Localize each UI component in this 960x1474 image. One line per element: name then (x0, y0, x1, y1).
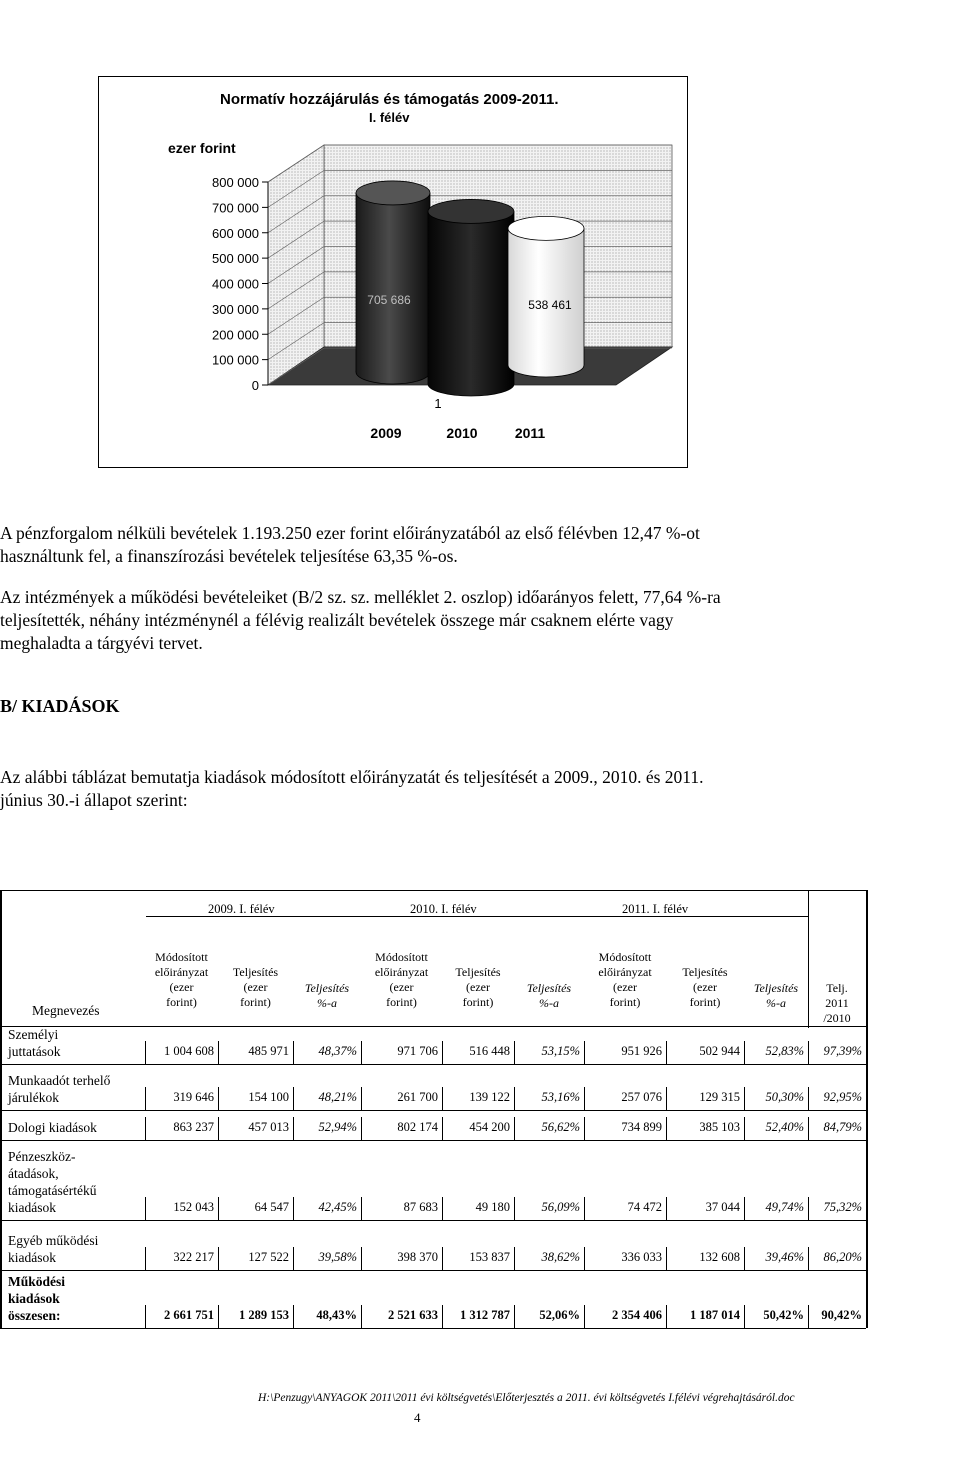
table-cell: 42,45% (318, 1200, 357, 1214)
table-cell: 52,06% (539, 1308, 580, 1322)
table-cell: 97,39% (823, 1044, 862, 1058)
header-performance-percent (514, 981, 584, 1011)
table-cell: 39,46% (765, 1250, 804, 1264)
table-cell: 863 237 (173, 1120, 214, 1134)
expenditure-table (0, 890, 866, 1330)
table-cell: 49 180 (475, 1200, 510, 1214)
header-text: forint) (462, 995, 494, 1009)
y-tick-label: 600 000 (212, 225, 259, 241)
header-modified-appropriation (361, 950, 442, 1010)
row-label: Működési (8, 1274, 66, 1289)
y-tick-label: 200 000 (212, 327, 259, 343)
table-rule (0, 1328, 866, 1329)
header-text: Teljesítés (304, 981, 350, 995)
row-label: járulékok (8, 1090, 59, 1105)
bar-2009 (356, 181, 430, 384)
table-cell: 1 312 787 (460, 1308, 510, 1322)
chart-unit-label: ezer forint (168, 140, 236, 156)
table-cell: 152 043 (173, 1200, 214, 1214)
header-text: forint) (609, 995, 641, 1009)
bar-top (508, 216, 584, 240)
header-text: (ezer (169, 980, 194, 994)
header-text: Teljesítés (526, 981, 572, 995)
row-label: kiadások (8, 1200, 56, 1215)
header-text: forint) (240, 995, 271, 1009)
y-tick-label: 400 000 (212, 276, 259, 292)
table-cell: 64 547 (254, 1200, 289, 1214)
table-cell: 457 013 (248, 1120, 289, 1134)
table-rule (146, 916, 808, 917)
header-text: előirányzat (154, 965, 209, 979)
header-text: %-a (539, 996, 559, 1010)
table-rule (0, 1064, 866, 1065)
table-rule (866, 1087, 867, 1110)
bar-chart (0, 0, 960, 480)
table-cell: 53,15% (541, 1044, 580, 1058)
table-cell: 322 217 (173, 1250, 214, 1264)
table-rule (0, 890, 866, 891)
table-cell: 734 899 (621, 1120, 662, 1134)
header-performance (442, 965, 514, 1010)
table-cell: 2 354 406 (612, 1308, 662, 1322)
paragraph-2-line-2: teljesítették, néhány intézménynél a félévig realizált bevételek összege már csaknem elérte vagy (0, 610, 674, 630)
table-cell: 951 926 (621, 1044, 662, 1058)
table-cell: 50,42% (763, 1308, 804, 1322)
table-cell: 39,58% (318, 1250, 357, 1264)
y-tick-label: 0 (251, 378, 259, 393)
header-text: (ezer (243, 980, 268, 994)
paragraph-3-line-2: június 30.-i állapot szerint: (0, 790, 188, 810)
table-cell: 336 033 (621, 1250, 662, 1264)
paragraph-3-line-1: Az alábbi táblázat bemutatja kiadások módosított előirányzatát és teljesítését a 2009., 2010. és 2011. (0, 767, 704, 787)
table-cell: 48,43% (316, 1308, 357, 1322)
header-modified-appropriation (145, 950, 218, 1010)
footer-file-path: H:\Penzugy\ANYAGOK 2011\2011 évi költségvetés\Előterjesztés a 2011. évi költségvetés I.félévi végrehajtásáról.doc (258, 1392, 795, 1404)
table-cell: 2 521 633 (388, 1308, 438, 1322)
table-cell: 48,21% (318, 1090, 357, 1104)
table-cell: 319 646 (173, 1090, 214, 1104)
header-text: (ezer (389, 980, 414, 994)
header-text: Telj. (826, 981, 848, 995)
header-text: Teljesítés (682, 965, 728, 979)
x-category-label: 2011 (514, 425, 546, 441)
table-cell: 56,62% (541, 1120, 580, 1134)
row-label: kiadások (8, 1250, 56, 1265)
bar-top (356, 181, 430, 205)
table-cell: 454 200 (469, 1120, 510, 1134)
table-rule (866, 1117, 867, 1140)
table-cell: 86,20% (823, 1250, 862, 1264)
header-text: Teljesítés (455, 965, 501, 979)
row-label: juttatások (8, 1044, 61, 1059)
table-rule (0, 890, 2, 1328)
y-tick-label: 100 000 (212, 352, 259, 368)
table-cell: 52,83% (765, 1044, 804, 1058)
row-label: támogatásértékű (8, 1183, 97, 1198)
header-text: Módosított (155, 950, 208, 964)
header-text: forint) (689, 995, 721, 1009)
table-rule (145, 1087, 146, 1110)
period-header: 2010. I. félév (410, 902, 477, 916)
table-cell: 132 608 (699, 1250, 740, 1264)
table-rule (145, 1117, 146, 1140)
header-ratio (808, 981, 866, 1026)
header-text: forint) (166, 995, 197, 1009)
header-performance (666, 965, 744, 1010)
table-cell: 84,79% (823, 1120, 862, 1134)
table-cell: 154 100 (248, 1090, 289, 1104)
header-text: (ezer (466, 980, 490, 994)
table-cell: 1 187 014 (690, 1308, 740, 1322)
header-text: (ezer (613, 980, 637, 994)
table-rule (145, 1197, 146, 1220)
table-cell: 127 522 (248, 1250, 289, 1264)
table-cell: 129 315 (699, 1090, 740, 1104)
header-text: előirányzat (598, 965, 652, 979)
header-text: %-a (766, 996, 786, 1010)
section-heading: B/ KIADÁSOK (0, 696, 120, 716)
row-label: Dologi kiadások (8, 1120, 97, 1135)
x-category-label: 2009 (370, 425, 402, 441)
paragraph-1-line-1: A pénzforgalom nélküli bevételek 1.193.250 ezer forint előirányzatából az első félévben 12,47 %-ot (0, 523, 700, 543)
table-cell: 516 448 (469, 1044, 510, 1058)
table-cell: 48,37% (318, 1044, 357, 1058)
table-cell: 1 289 153 (239, 1308, 289, 1322)
header-text: Teljesítés (232, 965, 279, 979)
table-rule (866, 1197, 867, 1220)
table-rule (0, 1140, 866, 1141)
header-performance-percent (744, 981, 808, 1011)
table-cell: 75,32% (823, 1200, 862, 1214)
table-cell: 52,94% (318, 1120, 357, 1134)
header-name: Megnevezés (32, 1003, 100, 1018)
header-text: %-a (317, 996, 337, 1010)
table-cell: 37 044 (705, 1200, 740, 1214)
row-label: Személyi (8, 1027, 59, 1042)
table-cell: 502 944 (699, 1044, 740, 1058)
y-tick-label: 300 000 (212, 301, 259, 317)
paragraph-1-line-2: használtunk fel, a finanszírozási bevételek teljesítése 63,35 %-os. (0, 546, 458, 566)
bar-top (428, 199, 514, 223)
row-label: Munkaadót terhelő (8, 1073, 111, 1088)
page-number: 4 (414, 1410, 421, 1425)
table-cell: 38,62% (541, 1250, 580, 1264)
y-tick-label: 500 000 (212, 251, 259, 267)
x-axis-labels (370, 396, 545, 441)
table-rule (0, 1270, 866, 1271)
row-label: Pénzeszköz- (8, 1149, 76, 1164)
header-modified-appropriation (584, 950, 666, 1010)
table-rule (866, 1041, 867, 1064)
table-rule (145, 1041, 146, 1064)
paragraph-2-line-1: Az intézmények a működési bevételeiket (B/2 sz. sz. melléklet 2. oszlop) időarányos felett, 77,64 %-ra (0, 587, 721, 607)
table-cell: 2 661 751 (164, 1308, 214, 1322)
bar-2011 (508, 216, 584, 377)
table-cell: 74 472 (627, 1200, 662, 1214)
header-text: /2010 (823, 1011, 851, 1025)
table-cell: 257 076 (621, 1090, 662, 1104)
x-category-label: 2010 (446, 425, 478, 441)
row-label: összesen: (8, 1308, 61, 1323)
header-text: Teljesítés (753, 981, 799, 995)
table-rule (0, 1110, 866, 1111)
data-label: 538 461 (528, 298, 572, 312)
row-label: Egyéb működési (8, 1233, 99, 1248)
table-cell: 485 971 (248, 1044, 289, 1058)
header-text: forint) (386, 995, 417, 1009)
bar-body (428, 211, 514, 384)
bar-2010 (428, 199, 514, 396)
table-rule (866, 1305, 867, 1328)
table-cell: 261 700 (397, 1090, 438, 1104)
bar-body (508, 228, 584, 365)
y-axis-ticks (212, 175, 268, 393)
bar-body (356, 193, 430, 372)
table-cell: 139 122 (469, 1090, 510, 1104)
table-cell: 1 004 608 (164, 1044, 214, 1058)
chart-subtitle: I. félév (369, 110, 410, 125)
table-cell: 153 837 (469, 1250, 510, 1264)
table-rule (0, 1026, 866, 1027)
header-text: (ezer (693, 980, 717, 994)
table-cell: 50,30% (765, 1090, 804, 1104)
table-rule (866, 1247, 867, 1270)
header-text: Módosított (375, 950, 428, 964)
table-cell: 971 706 (397, 1044, 438, 1058)
chart-title: Normatív hozzájárulás és támogatás 2009-2011. (220, 91, 559, 108)
header-text: Módosított (598, 950, 652, 964)
table-cell: 52,40% (765, 1120, 804, 1134)
table-cell: 385 103 (699, 1120, 740, 1134)
row-label: átadások, (8, 1166, 59, 1181)
x-axis-label: 1 (434, 396, 442, 411)
table-rule (145, 1305, 146, 1328)
period-header: 2009. I. félév (208, 902, 275, 916)
header-text: 2011 (825, 996, 849, 1010)
y-tick-label: 800 000 (212, 175, 259, 190)
table-cell: 90,42% (821, 1308, 862, 1322)
table-cell: 56,09% (541, 1200, 580, 1214)
table-rule (0, 1220, 866, 1221)
y-tick-label: 700 000 (212, 200, 259, 216)
paragraph-2-line-3: meghaladta a tárgyévi tervet. (0, 633, 203, 653)
row-label: kiadások (8, 1291, 60, 1306)
table-cell: 53,16% (541, 1090, 580, 1104)
table-cell: 92,95% (823, 1090, 862, 1104)
header-text: előirányzat (374, 965, 429, 979)
table-cell: 87 683 (403, 1200, 438, 1214)
header-performance (218, 965, 293, 1010)
table-cell: 49,74% (765, 1200, 804, 1214)
table-cell: 802 174 (397, 1120, 438, 1134)
table-cell: 398 370 (397, 1250, 438, 1264)
period-header: 2011. I. félév (622, 902, 689, 916)
data-label: 705 686 (367, 293, 411, 307)
header-performance-percent (293, 981, 361, 1011)
table-rule (145, 1247, 146, 1270)
